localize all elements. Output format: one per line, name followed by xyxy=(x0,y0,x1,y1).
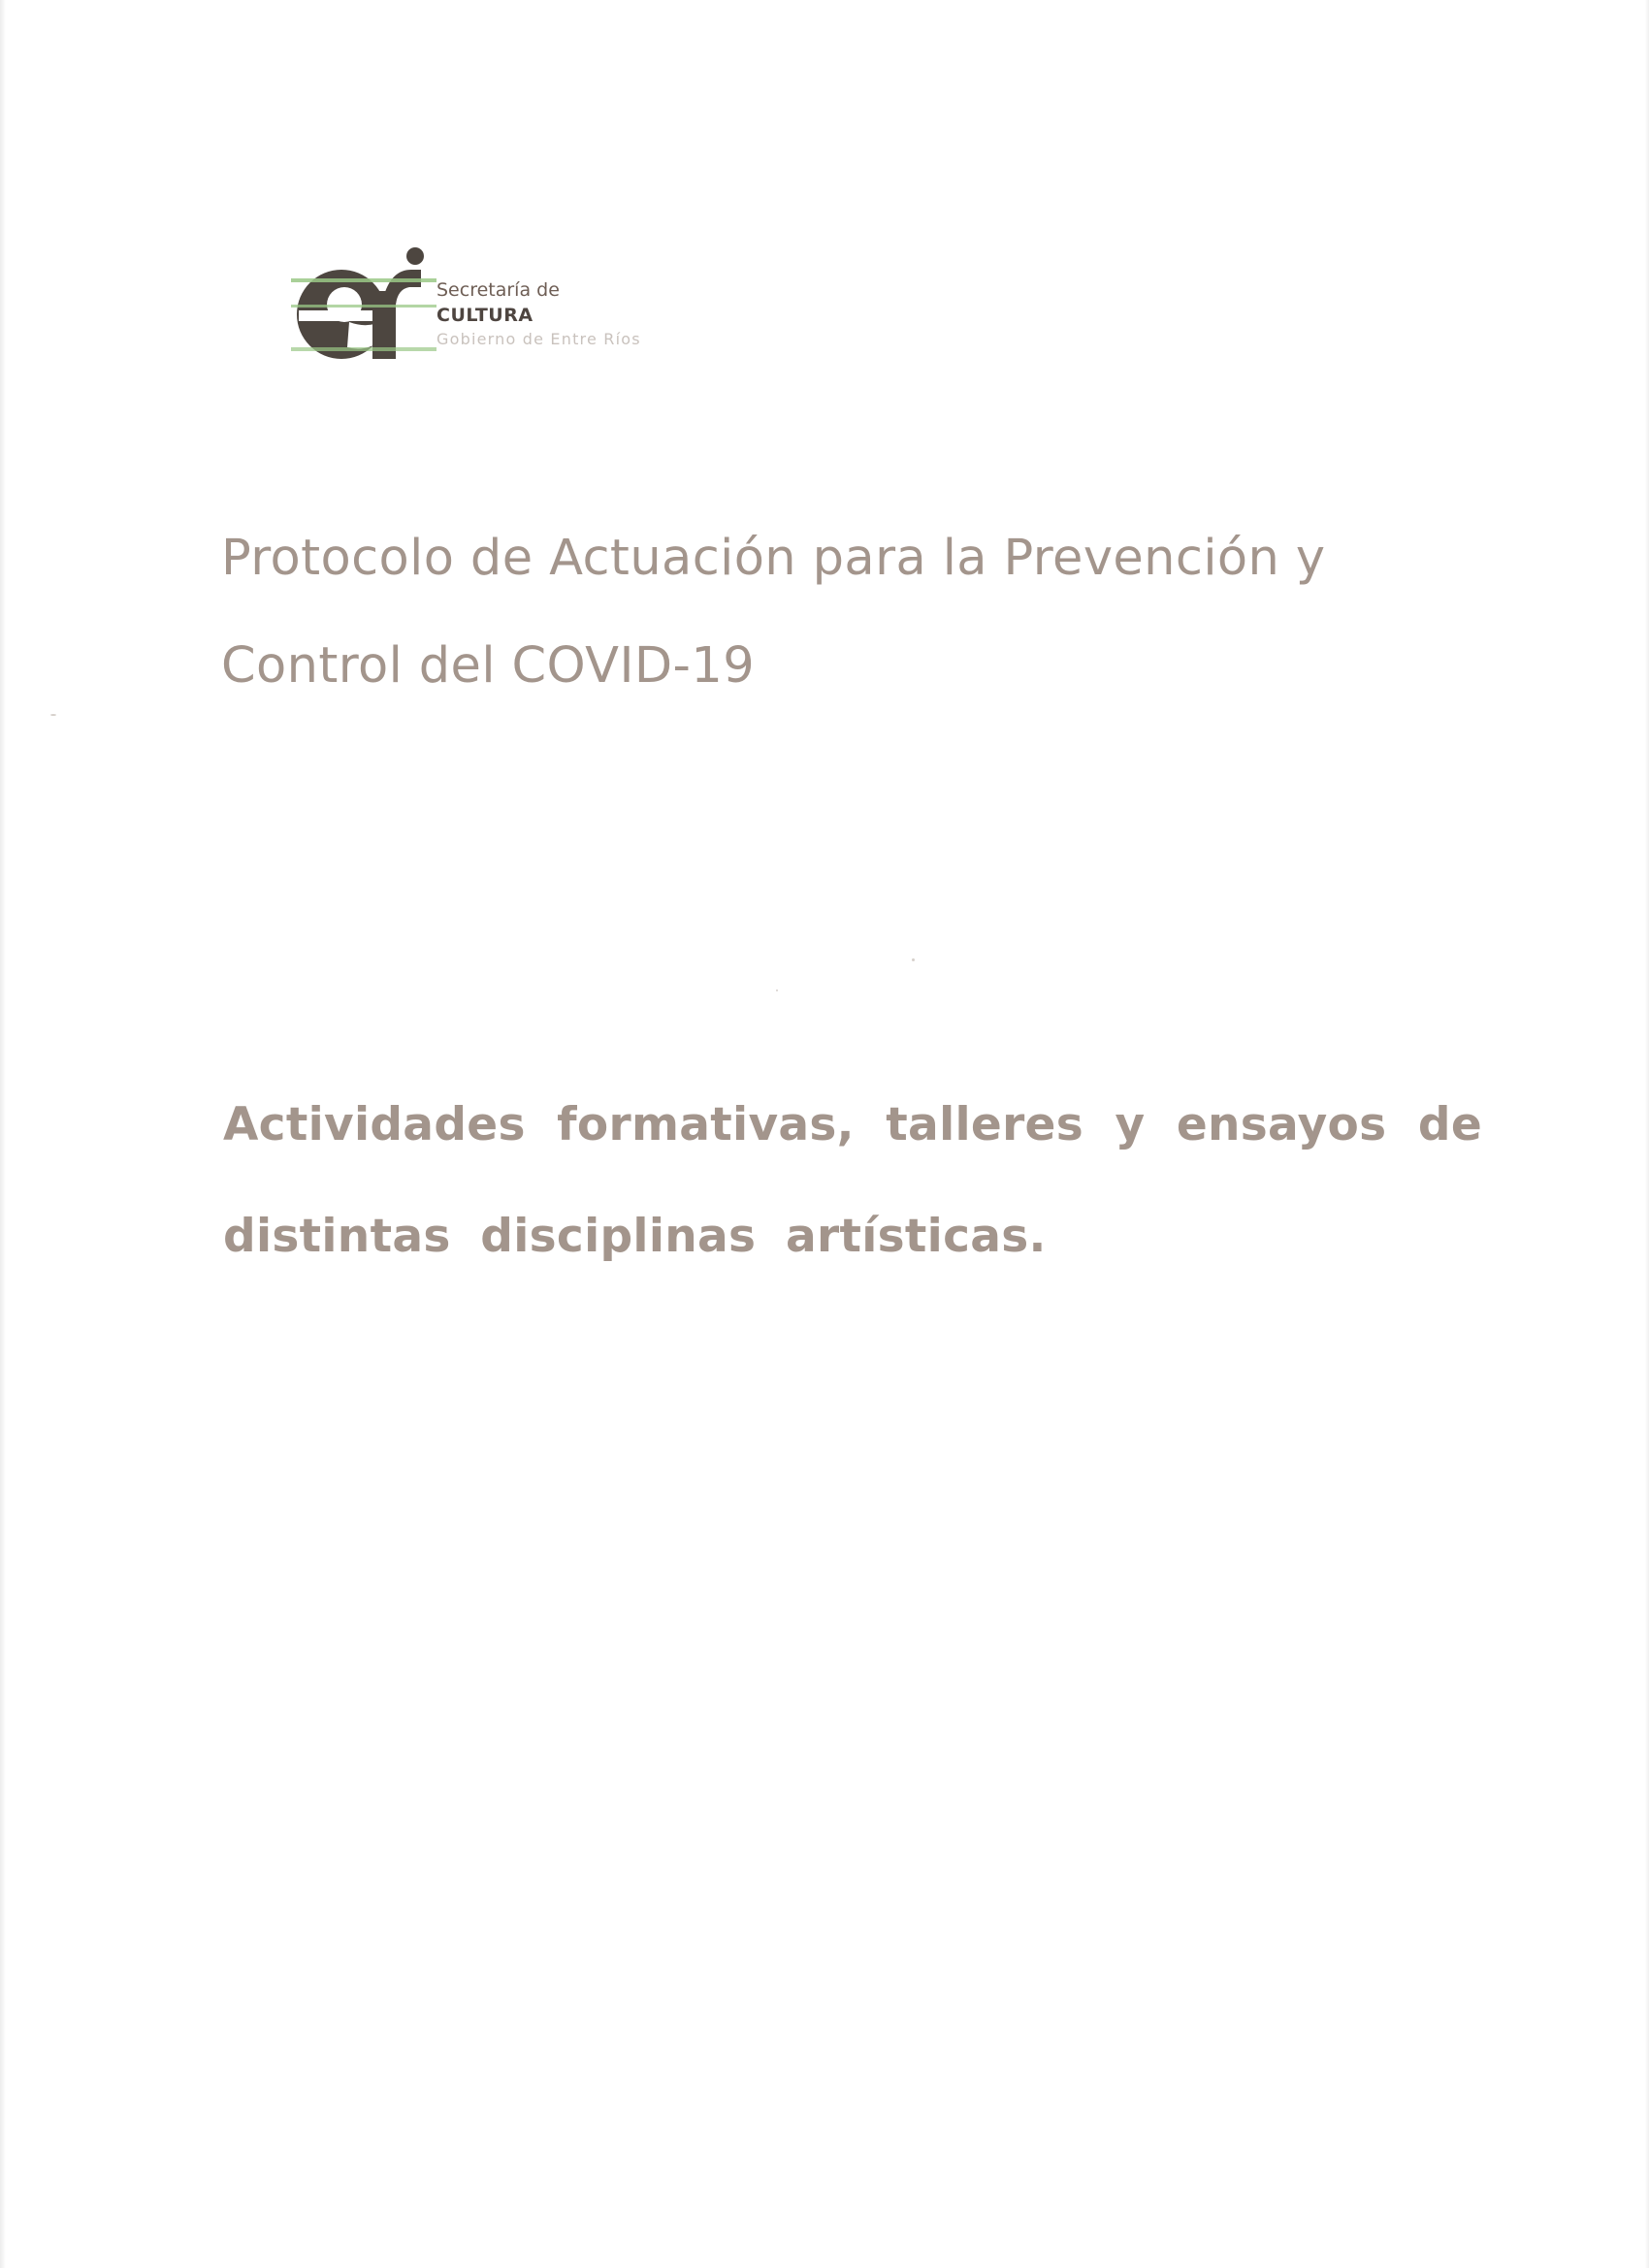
document-subtitle xyxy=(223,1069,1482,1292)
scan-edge-left xyxy=(0,0,6,2268)
document-title xyxy=(221,504,1482,720)
title-line-2: Control del COVID-19 xyxy=(221,637,756,695)
scan-edge-right xyxy=(1645,0,1649,2268)
subtitle-line-2: distintas disciplinas artísticas. xyxy=(223,1210,1047,1263)
er-logo-icon xyxy=(291,241,436,367)
logo-text xyxy=(436,281,728,347)
scan-speck xyxy=(776,989,778,991)
subtitle-line-1: Actividades formativas, talleres y ensayos de xyxy=(223,1098,1482,1151)
logo-line-gobierno: Gobierno de Entre Ríos xyxy=(436,330,641,348)
secretaria-cultura-logo xyxy=(291,241,737,367)
scan-speck xyxy=(912,958,915,961)
logo-line-secretaria: Secretaría de xyxy=(436,279,560,301)
logo-line-cultura: CULTURA xyxy=(436,305,534,326)
scan-speck xyxy=(50,714,56,716)
title-line-1: Protocolo de Actuación para la Prevención y xyxy=(221,530,1326,587)
